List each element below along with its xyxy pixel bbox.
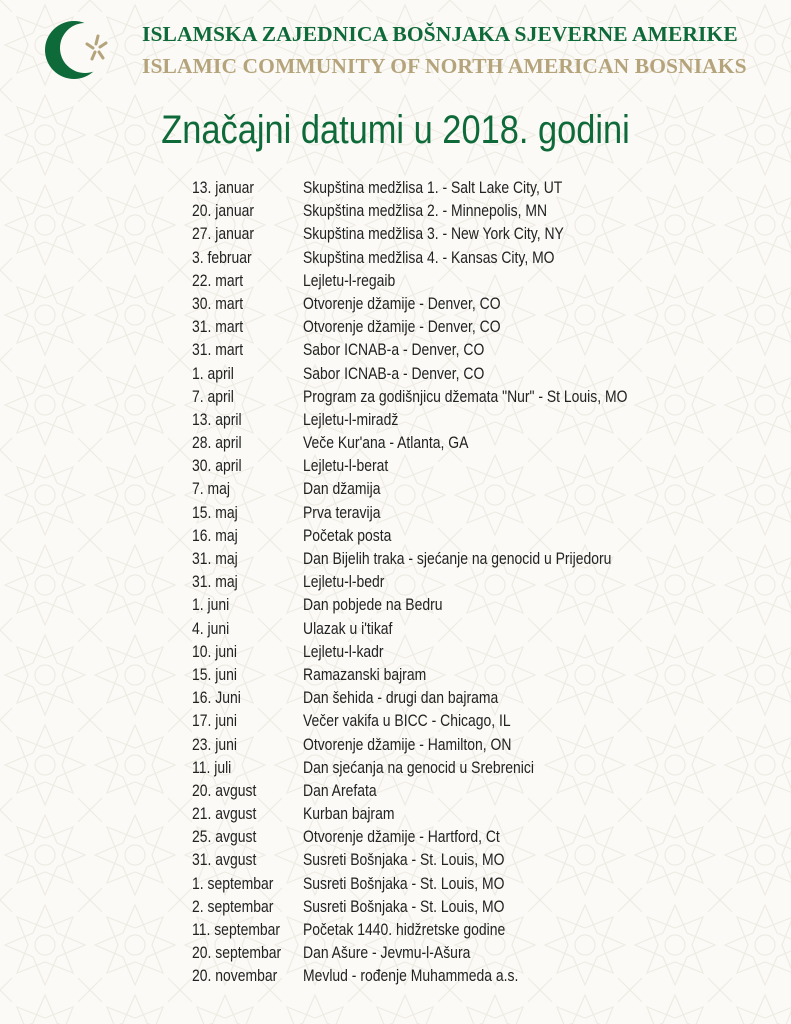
event-row [192,572,752,595]
event-description: Večer vakifa u BICC - Chicago, IL [303,711,511,731]
event-row [192,874,752,897]
event-row [192,642,752,665]
event-date: 7. april [192,386,234,406]
header [0,0,791,110]
event-row [192,340,752,363]
event-date: 27. januar [192,224,255,244]
event-date: 31. mart [192,340,244,360]
event-row [192,526,752,549]
organization-name-bosnian: ISLAMSKA ZAJEDNICA BOŠNJAKA SJEVERNE AMERIKE [142,22,738,46]
event-description: Mevlud - rođenje Muhammeda a.s. [303,966,519,986]
event-description: Susreti Bošnjaka - St. Louis, MO [303,850,505,870]
event-date: 31. mart [192,317,244,337]
event-description: Otvorenje džamije - Hartford, Ct [303,827,500,847]
event-row [192,827,752,850]
event-row [192,781,752,804]
event-date: 23. juni [192,734,237,754]
event-date: 31. maj [192,549,238,568]
event-date: 30. mart [192,293,244,313]
event-date: 31. avgust [192,850,257,870]
event-row [192,387,752,410]
event-description: Ulazak u i'tikaf [303,618,393,638]
event-date: 10. juni [192,641,237,661]
event-description: Otvorenje džamije - Hamilton, ON [303,734,512,754]
event-row [192,224,752,247]
event-row [192,665,752,688]
event-date: 15. maj [192,502,238,522]
event-row [192,433,752,456]
event-row [192,248,752,271]
event-row [192,758,752,781]
event-date: 4. juni [192,618,230,638]
event-date: 17. juni [192,711,237,731]
event-description: Lejletu-l-miradž [303,409,399,429]
event-row [192,456,752,479]
event-row [192,735,752,758]
event-date: 30. april [192,456,242,476]
event-row [192,897,752,920]
event-description: Skupština medžlisa 3. - New York City, NY [303,224,564,244]
event-description: Kurban bajram [303,804,395,824]
event-row [192,966,752,989]
event-row [192,364,752,387]
event-description: Prva teravija [303,502,381,522]
event-description: Ramazanski bajram [303,664,427,684]
event-date: 21. avgust [192,804,257,824]
event-description: Sabor ICNAB-a - Denver, CO [303,363,485,383]
event-description: Početak posta [303,525,392,545]
event-date: 20. avgust [192,780,257,800]
event-description: Susreti Bošnjaka - St. Louis, MO [303,896,505,916]
event-description: Program za godišnjicu džemata "Nur" - St Louis, MO [303,386,628,406]
event-row [192,201,752,224]
event-description: Dan pobjede na Bedru [303,595,443,615]
event-date: 31. maj [192,572,238,592]
event-description: Dan šehida - drugi dan bajrama [303,688,499,708]
event-row [192,294,752,317]
event-date: 15. juni [192,664,237,684]
event-description: Sabor ICNAB-a - Denver, CO [303,340,485,360]
events-list [192,178,752,990]
event-date: 7. maj [192,479,230,499]
event-date: 16. maj [192,525,238,545]
event-date: 1. juni [192,595,230,615]
event-date: 1. april [192,363,234,383]
event-row [192,549,752,572]
event-description: Lejletu-l-kadr [303,641,384,661]
event-row [192,688,752,711]
event-description: Dan Arefata [303,780,377,800]
event-date: 13. januar [192,178,255,197]
event-description: Dan Ašure - Jevmu-l-Ašura [303,943,471,963]
event-row [192,271,752,294]
event-row [192,943,752,966]
event-description: Skupština medžlisa 2. - Minnepolis, MN [303,201,548,221]
event-description: Veče Kur'ana - Atlanta, GA [303,433,469,453]
event-date: 11. juli [192,757,232,777]
event-date: 2. septembar [192,896,274,916]
event-date: 20. septembar [192,943,282,963]
event-row [192,178,752,201]
event-row [192,503,752,526]
event-description: Lejletu-l-berat [303,456,389,476]
event-date: 13. april [192,409,242,429]
event-description: Otvorenje džamije - Denver, CO [303,293,501,313]
event-date: 20. novembar [192,966,278,986]
event-description: Dan džamija [303,479,381,499]
event-description: Početak 1440. hidžretske godine [303,920,506,939]
event-row [192,804,752,827]
event-row [192,920,752,943]
event-date: 20. januar [192,201,255,221]
crescent-star-icon [40,18,118,82]
event-row [192,595,752,618]
event-row [192,410,752,433]
event-date: 11. septembar [192,920,281,939]
event-row [192,317,752,340]
event-date: 25. avgust [192,827,257,847]
event-date: 3. februar [192,247,252,267]
event-description: Susreti Bošnjaka - St. Louis, MO [303,873,505,893]
event-row [192,479,752,502]
event-description: Dan Bijelih traka - sjećanje na genocid u Prijedoru [303,549,612,568]
event-row [192,850,752,873]
event-date: 16. Juni [192,688,241,708]
event-description: Skupština medžlisa 1. - Salt Lake City, UT [303,178,563,197]
event-description: Lejletu-l-bedr [303,572,385,592]
event-date: 1. septembar [192,873,274,893]
event-description: Otvorenje džamije - Denver, CO [303,317,501,337]
event-row [192,711,752,734]
event-date: 22. mart [192,270,244,290]
organization-name-english: ISLAMIC COMMUNITY OF NORTH AMERICAN BOSNIAKS [142,54,747,78]
event-description: Skupština medžlisa 4. - Kansas City, MO [303,247,555,267]
event-row [192,619,752,642]
event-date: 28. april [192,433,242,453]
page-title: Značajni datumi u 2018. godini [161,108,630,152]
event-description: Lejletu-l-regaib [303,270,396,290]
event-description: Dan sjećanja na genocid u Srebrenici [303,757,534,777]
